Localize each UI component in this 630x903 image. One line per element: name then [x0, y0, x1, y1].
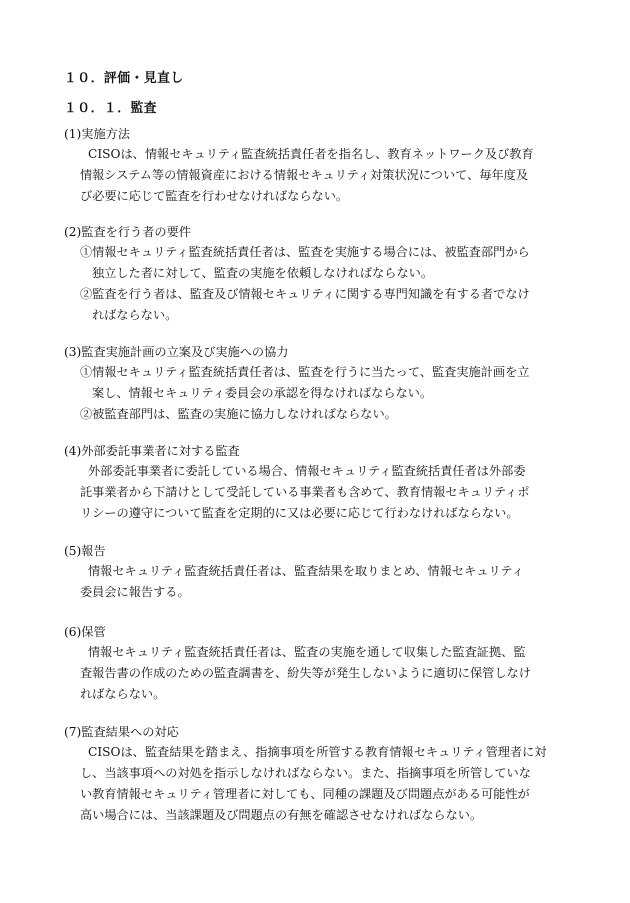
- paragraph-line: ればならない。: [80, 687, 166, 701]
- paragraph-line: 託事業者から下請けとして受託している事業者も含めて、教育情報セキュリティポ: [80, 485, 530, 499]
- paragraph-line: い教育情報セキュリティ管理者に対しても、同種の課題及び問題点がある可能性が: [80, 787, 530, 801]
- subsection-heading: (6)保管: [64, 625, 106, 639]
- subsection-paragraph: [64, 144, 574, 207]
- list-item-line: 案し、情報セキュリティ委員会の承認を得なければならない。: [92, 386, 433, 400]
- subsection-storage: [64, 622, 574, 705]
- subsection-paragraph: [64, 561, 574, 603]
- paragraph-line: CISOは、情報セキュリティ監査統括責任者を指名し、教育ネットワーク及び教育: [88, 147, 534, 161]
- paragraph-line: CISOは、監査結果を踏まえ、指摘事項を所管する教育情報セキュリティ管理者に対: [88, 745, 547, 759]
- subsection-heading: (4)外部委託事業者に対する監査: [64, 444, 240, 458]
- paragraph-line: 情報セキュリティ監査統括責任者は、監査の実施を通して収集した監査証拠、監: [88, 645, 526, 659]
- list-item-line: ればならない。: [92, 308, 178, 322]
- paragraph-line: 外部委託事業者に委託している場合、情報セキュリティ監査統括責任者は外部委: [88, 464, 526, 478]
- paragraph-line: 情報システム等の情報資産における情報セキュリティ対策状況について、毎年度及: [80, 168, 529, 182]
- paragraph-line: 委員会に報告する。: [80, 585, 190, 599]
- paragraph-line: び必要に応じて監査を行わせなければならない。: [80, 189, 349, 203]
- paragraph-line: 情報セキュリティ監査統括責任者は、監査結果を取りまとめ、情報セキュリティ: [88, 564, 524, 578]
- paragraph-line: し、当該事項への対処を指示しなければならない。また、指摘事項を所管していな: [80, 766, 531, 780]
- list-item-line: ①情報セキュリティ監査統括責任者は、監査を行うに当たって、監査実施計画を立: [80, 365, 530, 379]
- paragraph-line: リシーの遵守について監査を定期的に又は必要に応じて行わなければならない。: [80, 506, 519, 520]
- chapter-title: １０．評価・見直し: [64, 71, 184, 86]
- section-title: １０．１．監査: [64, 101, 158, 116]
- subsection-paragraph: [64, 742, 574, 826]
- list-item: [64, 242, 574, 284]
- list-item: [64, 362, 574, 404]
- subsection-external-contractor-audit: [64, 441, 574, 524]
- subsection-heading: (5)報告: [64, 544, 106, 558]
- paragraph-line: 高い場合には、当該課題及び問題点の有無を確認させなければならない。: [80, 808, 483, 822]
- subsection-heading: (2)監査を行う者の要件: [64, 225, 191, 239]
- subsection-heading: (3)監査実施計画の立案及び実施への協力: [64, 345, 289, 359]
- list-item-line: ②監査を行う者は、監査及び情報セキュリティに関する専門知識を有する者でなけ: [80, 287, 530, 301]
- subsection-auditor-requirements: [64, 222, 574, 326]
- subsection-heading: (7)監査結果への対応: [64, 725, 179, 739]
- subsection-report: [64, 541, 574, 603]
- subsection-paragraph: [64, 642, 574, 705]
- subsection-implementation-method: [64, 124, 574, 207]
- list-item-line: ①情報セキュリティ監査統括責任者は、監査を実施する場合には、被監査部門から: [80, 245, 530, 259]
- subsection-audit-response: [64, 722, 574, 826]
- subsection-audit-plan: [64, 342, 574, 425]
- subsection-paragraph: [64, 461, 574, 524]
- list-item-line: 独立した者に対して、監査の実施を依頼しなければならない。: [92, 266, 434, 280]
- list-item-line: ②被監査部門は、監査の実施に協力しなければならない。: [80, 407, 397, 421]
- list-item: [64, 404, 574, 425]
- list-item: [64, 284, 574, 326]
- subsection-heading: (1)実施方法: [64, 127, 131, 141]
- paragraph-line: 査報告書の作成のための監査調書を、紛失等が発生しないように適切に保管しなけ: [80, 666, 531, 680]
